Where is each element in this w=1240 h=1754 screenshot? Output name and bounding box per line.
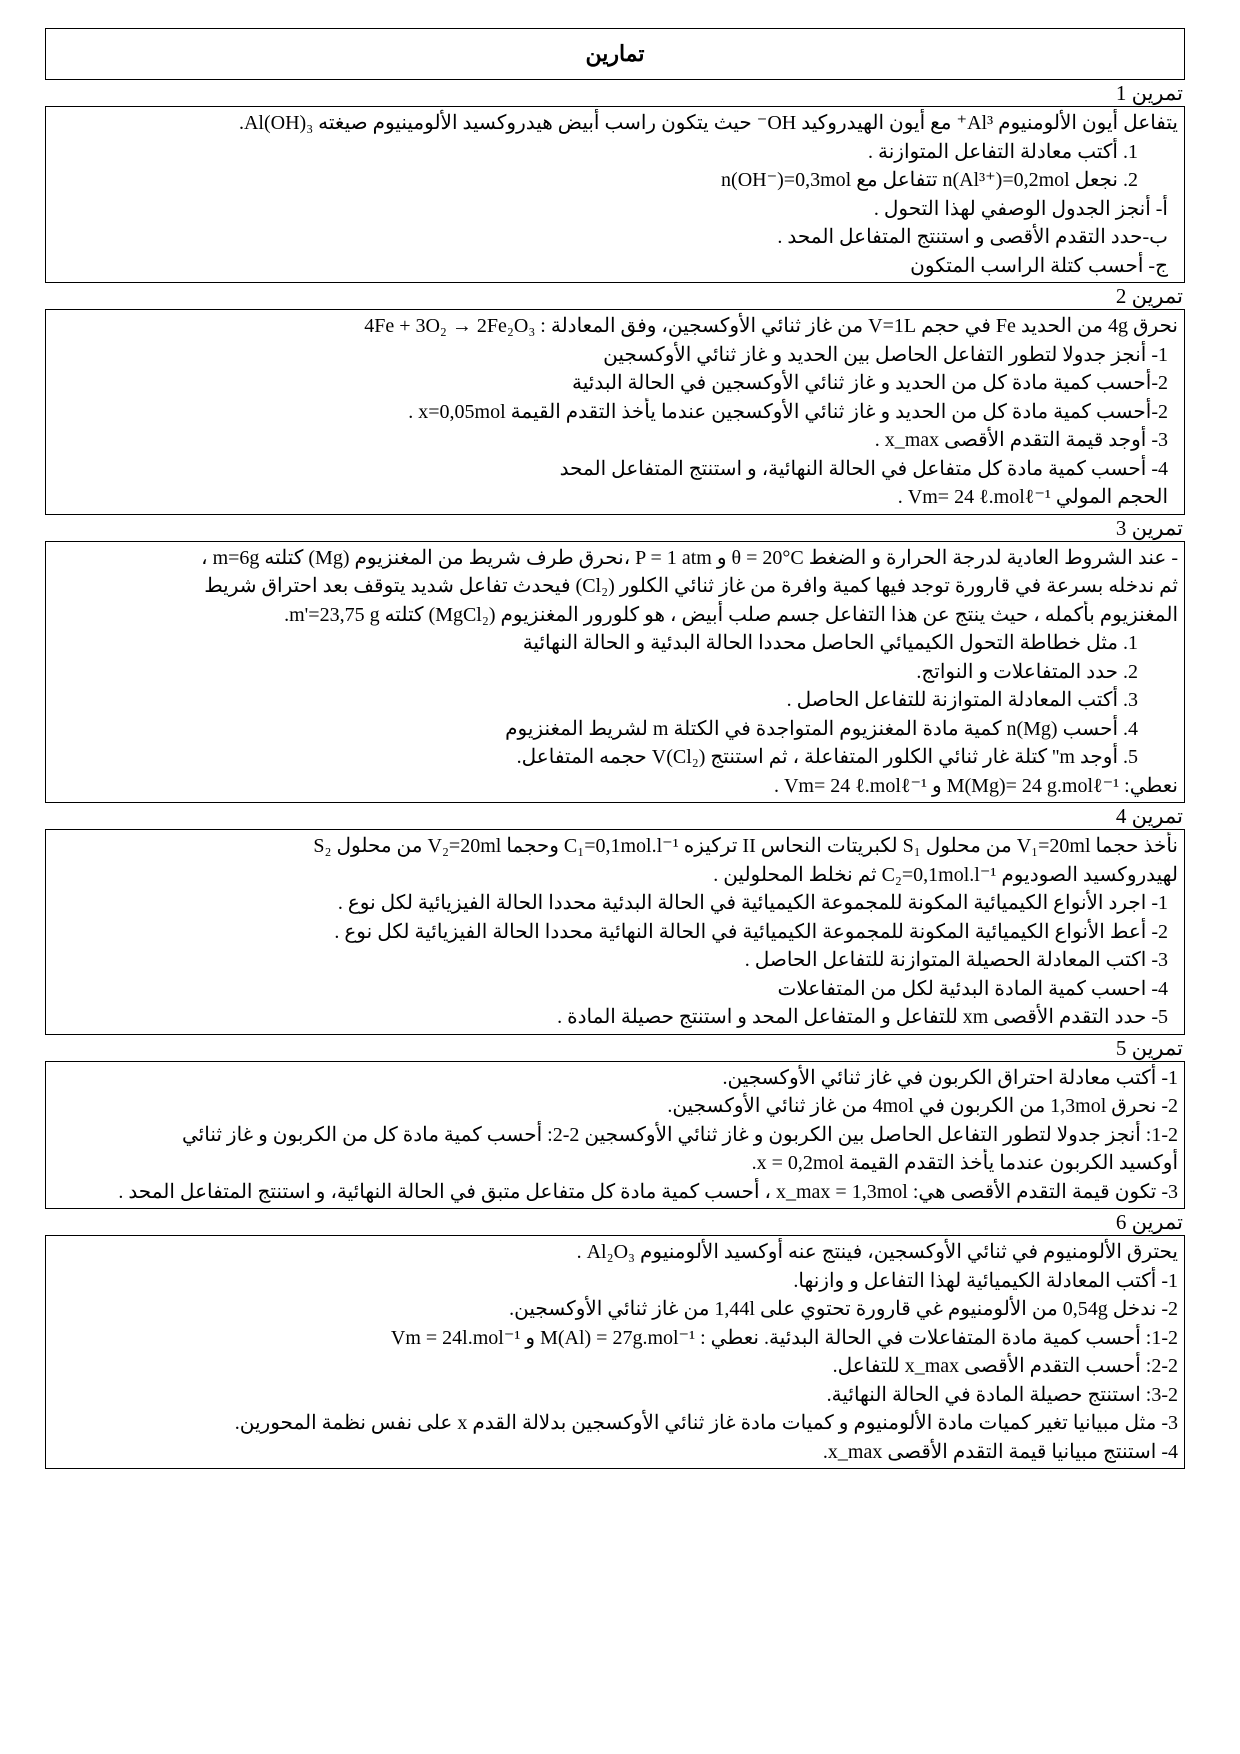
exercise-4-line-5: 3- اكتب المعادلة الحصيلة المتوازنة للتفاعل الحاصل .	[744, 949, 1168, 971]
exercise-4-line-4: 2- أعط الأنواع الكيميائية المكونة للمجموعة الكيميائية في الحالة النهائية محددا الحالة الفيزيائية لكل نوع .	[334, 920, 1168, 943]
exercise-4-line-1: نأخذ حجما V₁=20ml من محلول S₁ لكبريتات النحاس II تركيزه C₁=0,1mol.l⁻¹ وحجما V₂=20ml من محلول S₂	[313, 835, 1178, 857]
exercise-5-line-4: أوكسيد الكربون عندما يأخذ التقدم القيمة x = 0,2mol.	[751, 1152, 1178, 1174]
exercise-5-line-5: 3- تكون قيمة التقدم الأقصى هي: x_max = 1,3mol ، أحسب كمية مادة كل متفاعل متبق في الحالة النهائية، و استنتج المتفاعل المحد .	[118, 1180, 1178, 1203]
exercise-6-box	[45, 1235, 1185, 1469]
exercise-2-line-6: 4- أحسب كمية مادة كل متفاعل في الحالة النهائية، و استنتج المتفاعل المحد	[559, 457, 1168, 480]
exercise-5-line-3: 1-2: أنجز جدولا لتطور التفاعل الحاصل بين الكربون و غاز ثنائي الأوكسجين 2-2: أحسب كمية مادة كل من الكربون و غاز ثنائي	[182, 1123, 1178, 1146]
exercise-5-label: تمرين 5	[1115, 1035, 1183, 1060]
exercise-4-box	[45, 829, 1185, 1035]
exercise-2-line-4: 2-أحسب كمية مادة كل من الحديد و غاز ثنائي الأوكسجين عندما يأخذ التقدم القيمة x=0,05mol .	[408, 400, 1168, 423]
exercise-2-line-5: 3- أوجد قيمة التقدم الأقصى x_max .	[874, 429, 1168, 451]
exercise-2-line-1: نحرق 4g من الحديد Fe في حجم V=1L من غاز ثنائي الأوكسجين، وفق المعادلة : 4Fe + 3O₂ → 2Fe₂O₃	[364, 315, 1178, 337]
exercise-3-line-1: - عند الشروط العادية لدرجة الحرارة و الضغط θ = 20°C و P = 1 atm ،نحرق طرف شريط من المغنزيوم (Mg) كتلته m=6g ،	[201, 546, 1178, 569]
exercise-1-line-3: 2. نجعل n(Al³⁺)=0,2mol تتفاعل مع n(OH⁻)=0,3mol	[721, 169, 1138, 191]
exercise-3-line-5: 2. حدد المتفاعلات و النواتج.	[916, 660, 1138, 683]
exercise-3-line-2: ثم ندخله بسرعة في قارورة توجد فيها كمية وافرة من غاز ثنائي الكلور (Cl₂) فيحدث تفاعل شديد يتوقف بعد احتراق شريط	[204, 575, 1178, 597]
exercise-1-line-5: ب-حدد التقدم الأقصى و استنتج المتفاعل المحد .	[777, 226, 1168, 248]
exercise-4-line-6: 4- احسب كمية المادة البدئية لكل من المتفاعلات	[777, 977, 1168, 1000]
exercise-3-box	[45, 541, 1185, 804]
exercise-6-line-2: 1- أكتب المعادلة الكيميائية لهذا التفاعل و وازنها.	[793, 1269, 1178, 1292]
exercise-6-line-4: 1-2: أحسب كمية مادة المتفاعلات في الحالة البدئية. نعطي : M(Al) = 27g.mol⁻¹ و Vm = 24l.mol⁻¹	[390, 1326, 1178, 1349]
exercise-4-label: تمرين 4	[1115, 804, 1183, 828]
exercise-3-label: تمرين 3	[1115, 515, 1183, 540]
exercise-4-line-3: 1- اجرد الأنواع الكيميائية المكونة للمجموعة الكيميائية في الحالة البدئية محددا الحالة الفيزيائية لكل نوع .	[337, 892, 1168, 914]
page-title: تمارين	[585, 41, 645, 67]
exercise-2-label: تمرين 2	[1115, 284, 1183, 308]
exercise-3-line-4: 1. مثل خطاطة التحول الكيميائي الحاصل محددا الحالة البدئية و الحالة النهائية	[522, 632, 1138, 654]
exercise-3-line-8: 5. أوجد m'' كتلة غار ثنائي الكلور المتفاعلة ، ثم استنتج V(Cl₂) حجمه المتفاعل.	[516, 746, 1138, 768]
exercise-6-line-8: 4- استنتج مبيانيا قيمة التقدم الأقصى x_max.	[822, 1440, 1178, 1463]
exercise-6-line-6: 3-2: استنتج حصيلة المادة في الحالة النهائية.	[826, 1383, 1178, 1406]
exercise-1-box	[45, 106, 1185, 283]
exercise-4-line-2: لهيدروكسيد الصوديوم C₂=0,1mol.l⁻¹ ثم نخلط المحلولين .	[713, 863, 1178, 886]
exercise-2-line-2: 1- أنجز جدولا لتطور التفاعل الحاصل بين الحديد و غاز ثنائي الأوكسجين	[603, 343, 1168, 366]
worksheet-page	[45, 28, 1185, 1469]
exercise-3-line-9: نعطي: M(Mg)= 24 g.molℓ⁻¹ و Vm= 24 ℓ.molℓ⁻¹ .	[773, 774, 1178, 797]
exercise-1-line-2: 1. أكتب معادلة التفاعل المتوازنة .	[868, 140, 1138, 163]
title-box	[45, 28, 1185, 80]
exercise-2-line-3: 2-أحسب كمية مادة كل من الحديد و غاز ثنائي الأوكسجين في الحالة البدئية	[572, 372, 1168, 394]
exercise-4-line-7: 5- حدد التقدم الأقصى xm للتفاعل و المتفاعل المحد و استنتج حصيلة المادة .	[557, 1006, 1168, 1028]
exercise-6-line-1: يحترق الألومنيوم في ثنائي الأوكسجين، فينتج عنه أوكسيد الألومنيوم Al₂O₃ .	[576, 1241, 1178, 1263]
exercise-5-line-2: 2- نحرق 1,3mol من الكربون في 4mol من غاز ثنائي الأوكسجين.	[667, 1095, 1178, 1117]
exercise-6-line-7: 3- مثل مبيانيا تغير كميات مادة الألومنيوم و كميات مادة غاز ثنائي الأوكسجين بدلالة القدم x على نفس نظمة المحورين.	[234, 1412, 1178, 1434]
exercise-1-line-1: يتفاعل أيون الألومنيوم Al³⁺ مع أيون الهيدروكيد OH⁻ حيث يتكون راسب أبيض هيدروكسيد الألومينيوم صيغته Al(OH)₃.	[238, 112, 1178, 134]
exercise-5-line-1: 1- أكتب معادلة احتراق الكربون في غاز ثنائي الأوكسجين.	[722, 1066, 1178, 1089]
exercise-3-line-3: المغنزيوم بأكمله ، حيث ينتج عن هذا التفاعل جسم صلب أبيض ، هو كلورور المغنزيوم (MgCl₂) كتلته m'=23,75 g.	[284, 603, 1178, 626]
exercise-1-label: تمرين 1	[1115, 81, 1183, 105]
exercise-1-line-6: ج- أحسب كتلة الراسب المتكون	[910, 254, 1168, 277]
exercise-2-box	[45, 309, 1185, 515]
exercise-3-line-6: 3. أكتب المعادلة المتوازنة للتفاعل الحاصل .	[786, 689, 1138, 711]
exercise-3-line-7: 4. أحسب n(Mg) كمية مادة المغنزيوم المتواجدة في الكتلة m لشريط المغنزيوم	[505, 717, 1138, 740]
exercise-6-label: تمرين 6	[1115, 1210, 1183, 1234]
exercise-2-line-7: الحجم المولي Vm= 24 ℓ.molℓ⁻¹ .	[897, 486, 1168, 508]
exercise-1-line-4: أ- أنجز الجدول الوصفي لهذا التحول .	[873, 197, 1168, 220]
exercise-5-box	[45, 1061, 1185, 1210]
exercise-6-line-3: 2- ندخل 0,54g من الألومنيوم غي قارورة تحتوي على 1,44l من غاز ثنائي الأوكسجين.	[509, 1298, 1178, 1320]
exercise-6-line-5: 2-2: أحسب التقدم الأقصى x_max للتفاعل.	[832, 1355, 1178, 1377]
